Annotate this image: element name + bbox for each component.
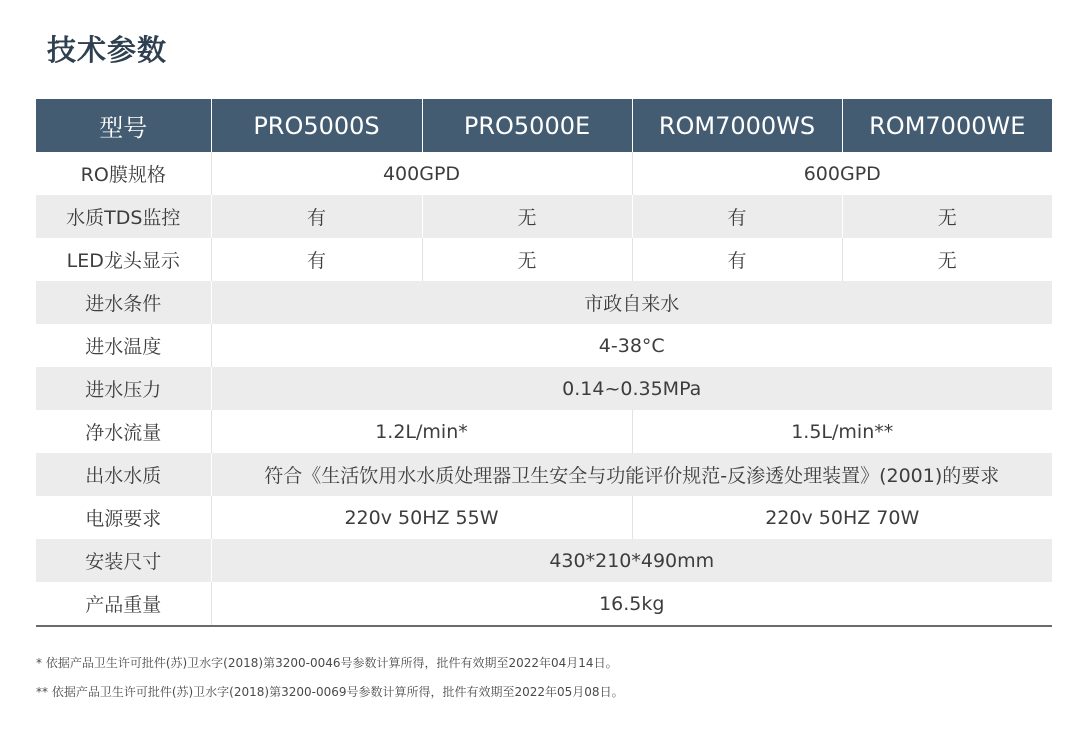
table-row — [36, 324, 1052, 367]
table-cell: 1.5L/min** — [632, 410, 1052, 453]
table-row — [36, 539, 1052, 582]
row-label: 净水流量 — [36, 410, 211, 453]
header-model-label: 型号 — [36, 99, 211, 152]
table-cell: 无 — [842, 195, 1052, 238]
table-row — [36, 453, 1052, 496]
row-label: 出水水质 — [36, 453, 211, 496]
footnotes — [36, 654, 624, 712]
row-label: 进水压力 — [36, 367, 211, 410]
table-cell: 市政自来水 — [211, 281, 1052, 324]
table-cell: 600GPD — [632, 152, 1052, 195]
footnote-1: * 依据产品卫生许可批件(苏)卫水字(2018)第3200-0046号参数计算所得，批件有效期至2022年04月14日。 — [36, 656, 618, 670]
row-label: LED龙头显示 — [36, 238, 211, 281]
table-row — [36, 367, 1052, 410]
table-row — [36, 410, 1052, 453]
table-cell: 有 — [211, 195, 422, 238]
table-cell: 无 — [842, 238, 1052, 281]
row-label: 进水条件 — [36, 281, 211, 324]
row-label: 安装尺寸 — [36, 539, 211, 582]
table-cell: 1.2L/min* — [211, 410, 632, 453]
table-cell: 16.5kg — [211, 582, 1052, 626]
table-row — [36, 152, 1052, 195]
header-rom7000we: ROM7000WE — [842, 99, 1052, 152]
table-row — [36, 195, 1052, 238]
header-rom7000ws: ROM7000WS — [632, 99, 842, 152]
page-title: 技术参数 — [47, 33, 168, 67]
row-label: 产品重量 — [36, 582, 211, 626]
table-row — [36, 281, 1052, 324]
row-label: 电源要求 — [36, 496, 211, 539]
table-cell: 无 — [422, 238, 632, 281]
table-cell: 无 — [422, 195, 632, 238]
table-cell: 400GPD — [211, 152, 632, 195]
table-row — [36, 238, 1052, 281]
table-row — [36, 496, 1052, 539]
row-label: 进水温度 — [36, 324, 211, 367]
table-cell: 有 — [632, 195, 842, 238]
table-cell: 220v 50HZ 55W — [211, 496, 632, 539]
row-label: 水质TDS监控 — [36, 195, 211, 238]
table-cell: 0.14~0.35MPa — [211, 367, 1052, 410]
footnote-2: ** 依据产品卫生许可批件(苏)卫水字(2018)第3200-0069号参数计算所得，批件有效期至2022年05月08日。 — [36, 685, 624, 699]
row-label: RO膜规格 — [36, 152, 211, 195]
table-cell: 4-38°C — [211, 324, 1052, 367]
table-cell: 430*210*490mm — [211, 539, 1052, 582]
table-cell: 符合《生活饮用水水质处理器卫生安全与功能评价规范-反渗透处理装置》(2001)的要求 — [211, 453, 1052, 496]
table-cell: 220v 50HZ 70W — [632, 496, 1052, 539]
header-pro5000e: PRO5000E — [422, 99, 632, 152]
header-pro5000s: PRO5000S — [211, 99, 422, 152]
table-row — [36, 582, 1052, 626]
table-cell: 有 — [211, 238, 422, 281]
table-cell: 有 — [632, 238, 842, 281]
spec-table — [36, 99, 1052, 627]
table-header-row — [36, 99, 1052, 152]
